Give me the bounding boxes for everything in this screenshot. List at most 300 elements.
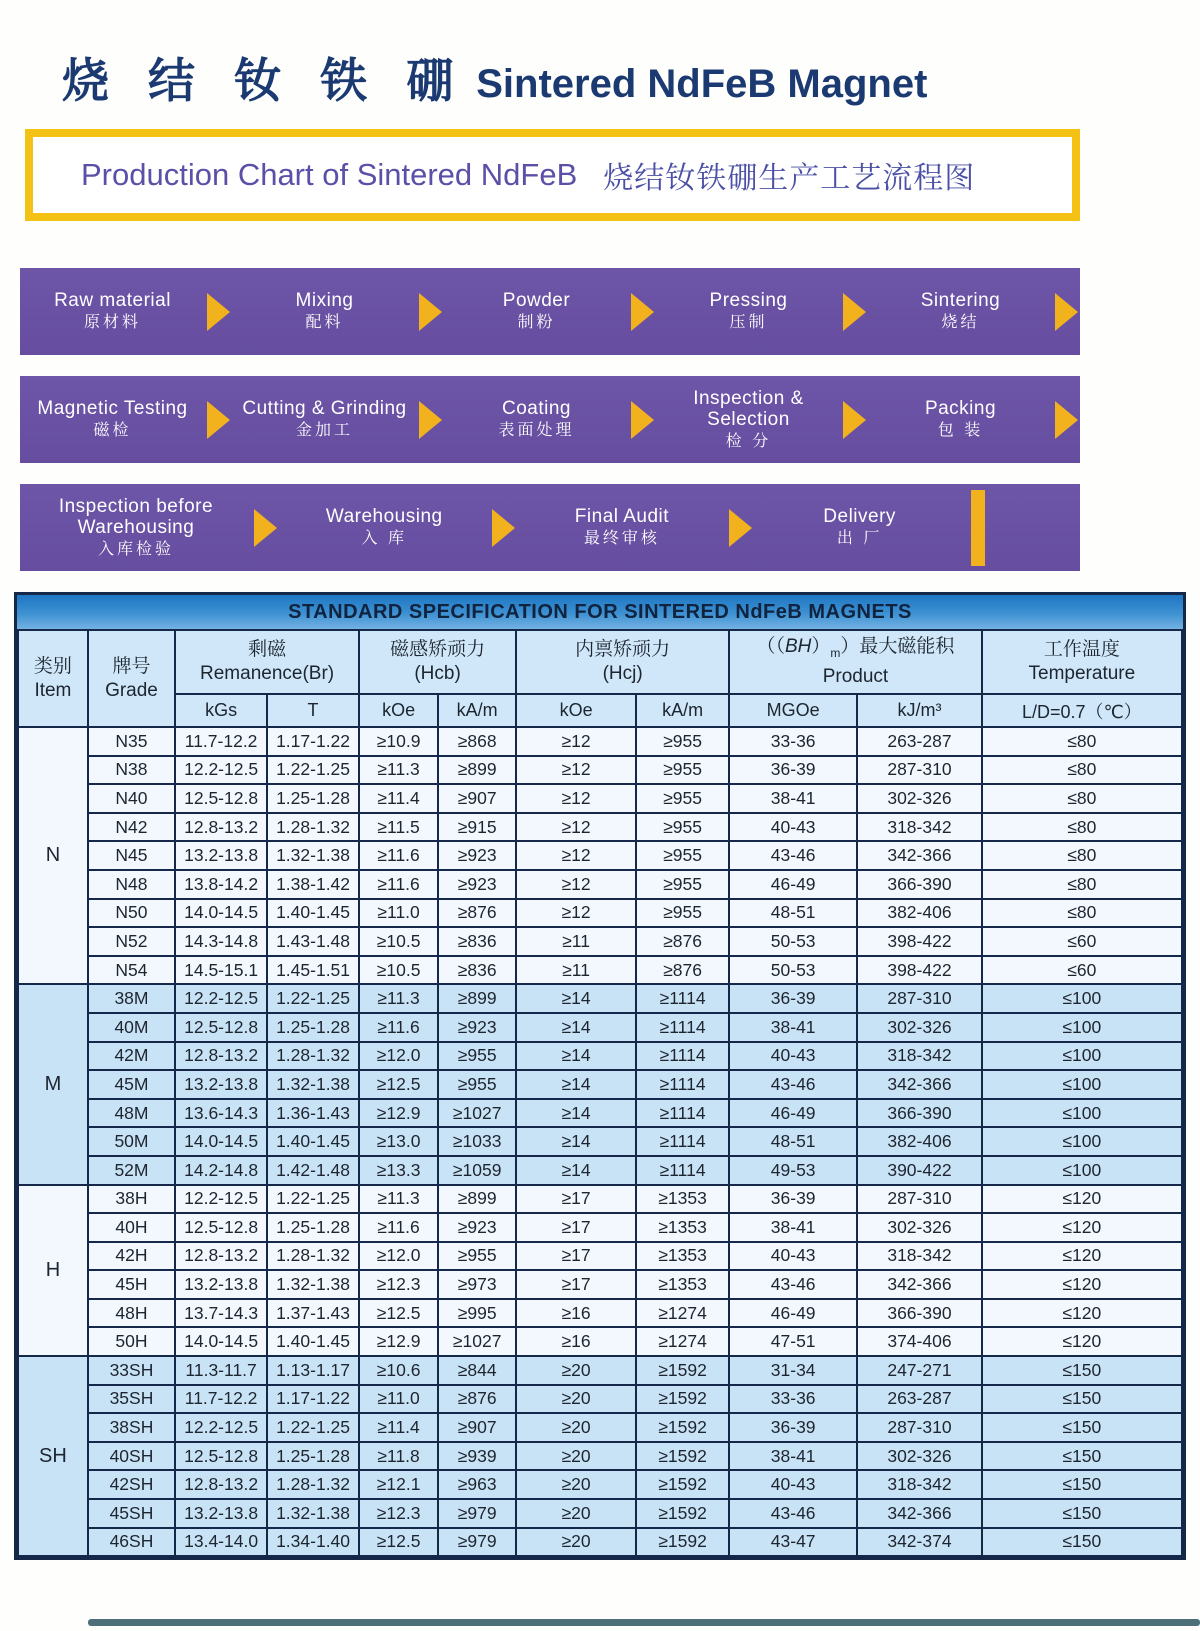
col-header-bh-product: $((BH)_m)$最大磁能积 Product [729,630,982,694]
value-cell: ≥868 [438,727,516,756]
value-cell: ≥16 [516,1327,636,1356]
value-cell: ≥955 [636,756,729,785]
value-cell: 287-310 [857,1413,982,1442]
value-cell: 49-53 [729,1156,857,1185]
value-cell: ≤120 [982,1242,1182,1271]
value-cell: ≥1353 [636,1270,729,1299]
value-cell: ≥915 [438,813,516,842]
production-chart-banner [25,129,1080,221]
spec-row-45M [18,1070,1182,1099]
grade-cell: 45H [88,1270,175,1299]
grade-cell: 33SH [88,1356,175,1385]
value-cell: ≥955 [636,870,729,899]
value-cell: ≥1592 [636,1442,729,1471]
value-cell: ≥1114 [636,984,729,1013]
value-cell: 1.34-1.40 [267,1528,359,1557]
value-cell: 318-342 [857,1470,982,1499]
value-cell: 1.32-1.38 [267,1270,359,1299]
value-cell: 342-374 [857,1528,982,1557]
value-cell: 342-366 [857,1270,982,1299]
value-cell: 1.40-1.45 [267,1127,359,1156]
value-cell: 12.2-12.5 [175,756,267,785]
value-cell: ≥17 [516,1185,636,1214]
value-cell: 1.22-1.25 [267,984,359,1013]
value-cell: 287-310 [857,984,982,1013]
value-cell: ≥955 [636,784,729,813]
process-step-label-zh: 表面处理 [498,422,575,439]
value-cell: ≥12.5 [359,1528,438,1557]
value-cell: ≤80 [982,727,1182,756]
arrow-right-icon [254,509,277,547]
value-cell: ≥14 [516,984,636,1013]
value-cell: ≥11.3 [359,1185,438,1214]
grade-cell: 52M [88,1156,175,1185]
value-cell: ≥11.0 [359,1385,438,1414]
value-cell: ≥907 [438,784,516,813]
value-cell: ≥923 [438,870,516,899]
process-step-label-zh: 配料 [305,314,344,331]
value-cell: 1.42-1.48 [267,1156,359,1185]
value-cell: ≥11 [516,956,636,985]
value-cell: 366-390 [857,1299,982,1328]
value-cell: ≤120 [982,1270,1182,1299]
value-cell: ≥14 [516,1127,636,1156]
value-cell: ≥20 [516,1528,636,1557]
unit-mgoe: MGOe [729,694,857,727]
value-cell: ≥1114 [636,1156,729,1185]
value-cell: ≥1033 [438,1127,516,1156]
value-cell: ≥13.3 [359,1156,438,1185]
process-step-label-zh: 压制 [729,314,768,331]
value-cell: ≤80 [982,870,1182,899]
grade-cell: 42SH [88,1470,175,1499]
value-cell: 1.25-1.28 [267,1013,359,1042]
page-title-en: Sintered NdFeB Magnet [476,62,928,106]
spec-row-N48 [18,870,1182,899]
value-cell: ≥12.5 [359,1070,438,1099]
process-step-label-en: Warehousing [325,506,443,527]
process-step-label-zh: 金加工 [295,422,353,439]
value-cell: 40-43 [729,1470,857,1499]
unit-kgs: kGs [175,694,267,727]
value-cell: 342-366 [857,1499,982,1528]
value-cell: ≤120 [982,1185,1182,1214]
value-cell: ≥1353 [636,1242,729,1271]
group-label-SH: SH [18,1356,88,1556]
group-label-M: M [18,984,88,1184]
arrow-right-icon [631,293,654,331]
spec-row-38H [18,1185,1182,1214]
col-header-item: 类别 Item [18,630,88,727]
value-cell: 50-53 [729,956,857,985]
value-cell: 13.8-14.2 [175,870,267,899]
value-cell: ≥12 [516,784,636,813]
value-cell: ≥899 [438,984,516,1013]
value-cell: ≥1592 [636,1413,729,1442]
value-cell: 43-46 [729,1499,857,1528]
value-cell: 1.22-1.25 [267,1413,359,1442]
value-cell: 302-326 [857,1013,982,1042]
value-cell: ≥12.3 [359,1270,438,1299]
grade-cell: 45SH [88,1499,175,1528]
process-step [868,396,1053,443]
value-cell: ≥20 [516,1356,636,1385]
value-cell: ≤150 [982,1442,1182,1471]
spec-row-52M [18,1156,1182,1185]
process-step [868,288,1053,335]
value-cell: 36-39 [729,756,857,785]
value-cell: 38-41 [729,1213,857,1242]
grade-cell: N38 [88,756,175,785]
flow-end-bar [971,490,985,566]
spec-row-50H [18,1327,1182,1356]
value-cell: ≥1274 [636,1327,729,1356]
value-cell: 263-287 [857,1385,982,1414]
process-step-label-en: Packing [924,398,997,419]
value-cell: ≥14 [516,1070,636,1099]
value-cell: ≥12 [516,727,636,756]
process-step-label-zh: 包 装 [937,422,984,439]
value-cell: 1.25-1.28 [267,1442,359,1471]
value-cell: 12.2-12.5 [175,1413,267,1442]
arrow-right-icon [1055,293,1078,331]
col-header-temperature: 工作温度 Temperature [982,630,1182,694]
spec-table [17,629,1183,1557]
spec-row-33SH [18,1356,1182,1385]
value-cell: 318-342 [857,1042,982,1071]
value-cell: ≤150 [982,1528,1182,1557]
process-step-label-en: Pressing [709,290,788,311]
value-cell: 11.7-12.2 [175,1385,267,1414]
group-label-N: N [18,727,88,984]
value-cell: ≥1353 [636,1213,729,1242]
value-cell: 342-366 [857,841,982,870]
value-cell: ≥955 [636,727,729,756]
value-cell: 46-49 [729,1099,857,1128]
value-cell: ≥955 [636,813,729,842]
process-step [20,396,205,443]
process-step-label-zh: 制粉 [517,314,556,331]
value-cell: ≥955 [438,1070,516,1099]
process-step-label-en: Mixing [295,290,354,311]
spec-row-N40 [18,784,1182,813]
value-cell: ≥973 [438,1270,516,1299]
spec-row-N35 [18,727,1182,756]
value-cell: 50-53 [729,927,857,956]
value-cell: ≤120 [982,1213,1182,1242]
value-cell: ≥1059 [438,1156,516,1185]
value-cell: 1.28-1.32 [267,1470,359,1499]
value-cell: ≥16 [516,1299,636,1328]
grade-cell: 42H [88,1242,175,1271]
value-cell: ≥923 [438,841,516,870]
value-cell: ≥876 [438,1385,516,1414]
value-cell: ≥12.1 [359,1470,438,1499]
value-cell: ≤120 [982,1299,1182,1328]
spec-row-N52 [18,927,1182,956]
value-cell: ≥1114 [636,1013,729,1042]
value-cell: ≥844 [438,1356,516,1385]
process-step [232,288,417,335]
value-cell: ≥12.0 [359,1242,438,1271]
value-cell: ≥14 [516,1156,636,1185]
value-cell: 13.2-13.8 [175,1070,267,1099]
value-cell: 13.7-14.3 [175,1299,267,1328]
unit-ld-temp: L/D=0.7（℃） [982,694,1182,727]
spec-row-N50 [18,899,1182,928]
value-cell: ≥14 [516,1099,636,1128]
process-step-label-zh: 出 厂 [836,530,883,547]
value-cell: 1.32-1.38 [267,841,359,870]
grade-cell: 38M [88,984,175,1013]
process-step-label-zh: 烧结 [941,314,980,331]
value-cell: ≥10.5 [359,956,438,985]
col-header-hcj: 内禀矫顽力 (Hcj) [516,630,729,694]
value-cell: 12.5-12.8 [175,1442,267,1471]
process-step-label-en: Cutting & Grinding [242,398,407,419]
value-cell: ≥963 [438,1470,516,1499]
process-step [444,396,629,443]
value-cell: 40-43 [729,813,857,842]
value-cell: ≥14 [516,1042,636,1071]
value-cell: 14.2-14.8 [175,1156,267,1185]
value-cell: ≤150 [982,1356,1182,1385]
unit-kam-hcb: kA/m [438,694,516,727]
grade-cell: N52 [88,927,175,956]
value-cell: 12.5-12.8 [175,784,267,813]
value-cell: ≥1027 [438,1327,516,1356]
value-cell: ≥923 [438,1213,516,1242]
value-cell: ≥12.0 [359,1042,438,1071]
process-step [656,288,841,335]
value-cell: 1.13-1.17 [267,1356,359,1385]
value-cell: 40-43 [729,1042,857,1071]
value-cell: 38-41 [729,1013,857,1042]
value-cell: 342-366 [857,1070,982,1099]
value-cell: 1.40-1.45 [267,1327,359,1356]
value-cell: ≥1592 [636,1470,729,1499]
grade-cell: N40 [88,784,175,813]
value-cell: ≥1274 [636,1299,729,1328]
value-cell: ≥10.6 [359,1356,438,1385]
value-cell: ≥1592 [636,1356,729,1385]
arrow-right-icon [843,401,866,439]
value-cell: ≥1592 [636,1528,729,1557]
value-cell: 14.0-14.5 [175,899,267,928]
value-cell: ≥12.3 [359,1499,438,1528]
process-step-label-en: Raw material [54,290,171,311]
value-cell: 12.8-13.2 [175,1042,267,1071]
value-cell: 13.6-14.3 [175,1099,267,1128]
grade-cell: N54 [88,956,175,985]
value-cell: ≤150 [982,1499,1182,1528]
value-cell: 302-326 [857,1442,982,1471]
process-step-label-zh: 原材料 [83,314,141,331]
group-label-H: H [18,1185,88,1357]
value-cell: 1.28-1.32 [267,1242,359,1271]
value-cell: ≥17 [516,1213,636,1242]
spec-row-45H [18,1270,1182,1299]
value-cell: ≥11.8 [359,1442,438,1471]
grade-cell: 38H [88,1185,175,1214]
value-cell: ≥876 [636,927,729,956]
grade-cell: 40M [88,1013,175,1042]
value-cell: ≥20 [516,1385,636,1414]
process-band-1 [20,268,1080,355]
value-cell: ≥876 [636,956,729,985]
process-step-label-en: Inspection & Selection [693,387,804,430]
spec-row-40H [18,1213,1182,1242]
value-cell: 46-49 [729,870,857,899]
value-cell: 302-326 [857,784,982,813]
arrow-right-icon [207,293,230,331]
spec-row-38SH [18,1413,1182,1442]
value-cell: ≥955 [636,841,729,870]
value-cell: ≤100 [982,1127,1182,1156]
value-cell: ≥10.5 [359,927,438,956]
banner-text-zh: 烧结钕铁硼生产工艺流程图 [603,162,976,195]
value-cell: ≤100 [982,1013,1182,1042]
value-cell: 36-39 [729,984,857,1013]
value-cell: ≥12 [516,756,636,785]
value-cell: ≤150 [982,1385,1182,1414]
spec-row-50M [18,1127,1182,1156]
col-header-hcb: 磁感矫顽力 (Hcb) [359,630,516,694]
spec-row-42M [18,1042,1182,1071]
value-cell: ≥1027 [438,1099,516,1128]
value-cell: 287-310 [857,1185,982,1214]
grade-cell: N50 [88,899,175,928]
value-cell: ≤100 [982,1099,1182,1128]
value-cell: ≥11.6 [359,841,438,870]
value-cell: ≥20 [516,1413,636,1442]
value-cell: 43-46 [729,841,857,870]
value-cell: 38-41 [729,1442,857,1471]
value-cell: ≥11.3 [359,756,438,785]
value-cell: 398-422 [857,956,982,985]
value-cell: ≥1114 [636,1042,729,1071]
process-step-label-zh: 入 库 [361,530,407,547]
value-cell: ≥1353 [636,1185,729,1214]
process-step-label-en: Magnetic Testing [37,398,188,419]
value-cell: ≥12.5 [359,1299,438,1328]
page-title [0,0,1200,111]
value-cell: 43-47 [729,1528,857,1557]
value-cell: 38-41 [729,784,857,813]
value-cell: 1.17-1.22 [267,1385,359,1414]
process-flow-diagram [20,268,1080,571]
value-cell: 366-390 [857,870,982,899]
value-cell: 14.3-14.8 [175,927,267,956]
value-cell: ≥1114 [636,1070,729,1099]
value-cell: 46-49 [729,1299,857,1328]
value-cell: 14.0-14.5 [175,1327,267,1356]
value-cell: 1.32-1.38 [267,1070,359,1099]
value-cell: 390-422 [857,1156,982,1185]
process-step-label-en: Final Audit [574,506,670,527]
value-cell: ≤80 [982,841,1182,870]
grade-cell: 50H [88,1327,175,1356]
grade-cell: 48M [88,1099,175,1128]
arrow-right-icon [419,293,442,331]
arrow-right-icon [729,509,752,547]
value-cell: ≥12 [516,841,636,870]
value-cell: ≤80 [982,756,1182,785]
spec-row-N38 [18,756,1182,785]
value-cell: 13.2-13.8 [175,1499,267,1528]
unit-koe-hcj: kOe [516,694,636,727]
value-cell: 12.5-12.8 [175,1213,267,1242]
value-cell: ≤100 [982,984,1182,1013]
process-step [20,288,205,335]
value-cell: 12.8-13.2 [175,813,267,842]
process-step-label-en: Sintering [920,290,1001,311]
value-cell: ≥1114 [636,1099,729,1128]
value-cell: ≥1592 [636,1499,729,1528]
value-cell: ≥12 [516,870,636,899]
value-cell: 1.22-1.25 [267,756,359,785]
grade-cell: N42 [88,813,175,842]
grade-cell: N45 [88,841,175,870]
value-cell: 1.37-1.43 [267,1299,359,1328]
value-cell: 12.8-13.2 [175,1242,267,1271]
col-header-grade: 牌号 Grade [88,630,175,727]
process-step-label-en: Coating [502,398,571,419]
value-cell: ≥11.6 [359,1013,438,1042]
grade-cell: 46SH [88,1528,175,1557]
value-cell: ≥20 [516,1470,636,1499]
banner-text-en: Production Chart of Sintered NdFeB [81,157,578,192]
grade-cell: N35 [88,727,175,756]
unit-kjm3: kJ/m³ [857,694,982,727]
value-cell: 1.25-1.28 [267,784,359,813]
value-cell: 14.5-15.1 [175,956,267,985]
value-cell: ≥12 [516,813,636,842]
arrow-right-icon [492,509,515,547]
value-cell: ≤100 [982,1042,1182,1071]
page-title-zh: 烧 结 钕 铁 硼 [62,54,467,107]
spec-row-42H [18,1242,1182,1271]
spec-row-42SH [18,1470,1182,1499]
value-cell: ≤100 [982,1070,1182,1099]
value-cell: ≥11.4 [359,1413,438,1442]
col-header-remanence: 剩磁 Remanence(Br) [175,630,359,694]
value-cell: 1.25-1.28 [267,1213,359,1242]
value-cell: ≥836 [438,927,516,956]
value-cell: ≥17 [516,1242,636,1271]
value-cell: ≥979 [438,1499,516,1528]
spec-row-45SH [18,1499,1182,1528]
value-cell: ≥955 [438,1042,516,1071]
value-cell: 47-51 [729,1327,857,1356]
value-cell: 12.2-12.5 [175,1185,267,1214]
value-cell: 36-39 [729,1185,857,1214]
value-cell: 48-51 [729,1127,857,1156]
process-step [444,288,629,335]
value-cell: ≥11.6 [359,1213,438,1242]
value-cell: ≥979 [438,1528,516,1557]
spec-row-40SH [18,1442,1182,1471]
value-cell: 1.43-1.48 [267,927,359,956]
value-cell: 33-36 [729,1385,857,1414]
value-cell: ≥11.6 [359,870,438,899]
value-cell: ≥11 [516,927,636,956]
value-cell: ≤60 [982,956,1182,985]
value-cell: ≤150 [982,1413,1182,1442]
spec-row-N42 [18,813,1182,842]
value-cell: 1.40-1.45 [267,899,359,928]
value-cell: ≤80 [982,899,1182,928]
